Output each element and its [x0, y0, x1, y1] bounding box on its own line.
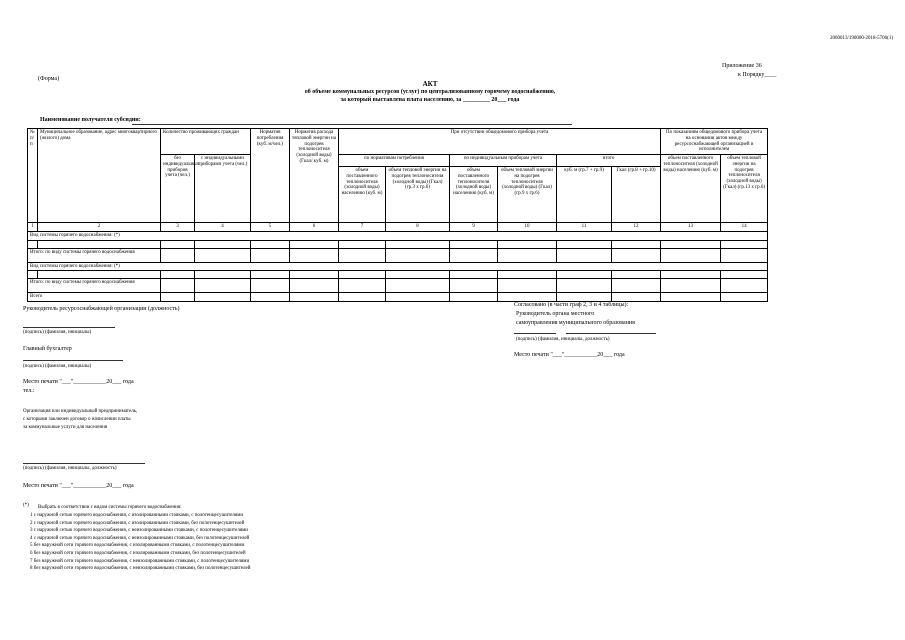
signature-line [514, 333, 556, 334]
footnote-item: 8 без наружной сети горячего водоснабжения, с неизолированными стояками, без полотенцесушителей [30, 566, 251, 572]
title-act: АКТ [422, 80, 438, 88]
org-text-line: Организация или индивидуальный предприниматель, [23, 409, 138, 414]
appendix-order: к Порядку____ [738, 72, 777, 78]
table-row [28, 293, 768, 302]
footnote-item: 3 с наружной сетью горячего водоснабжения, с неизолированными стояками, с полотенцесушителями [30, 528, 248, 534]
header-c14: объем тепловой энергии на подогрев теплоносителя (холодной воды) (Гкал) (гр.13 x гр.6) [721, 155, 768, 223]
footnote-item: 2 с наружной сетью горячего водоснабжения, с изолированными стояками, без полотенцесушителей [30, 520, 245, 526]
rso-head-label: Руководитель ресурсоснабжающей организации (должность) [23, 306, 180, 312]
row-subtotal: Итого: по виду системы горячего водоснабжения [28, 248, 161, 262]
header-by-meter: по индивидуальным приборам учета [450, 155, 557, 167]
column-number: 12 [612, 223, 661, 232]
header-by-norm: по нормативам потребления [339, 155, 450, 167]
header-c11: куб. м (гр.7 + гр.9) [557, 167, 612, 223]
appendix-label: Приложение 36 [722, 63, 762, 69]
column-number: 1 [28, 223, 38, 232]
header-c8: объем тепловой энергии на подогрев теплоносителя (холодной воды) (Гкал) (гр.3 x гр.6) [386, 167, 450, 223]
header-c13: объем поставленного теплоносителя (холодной воды) населению (куб. м) [661, 155, 721, 223]
stamp-date: Место печати "___"___________20___ года [514, 352, 625, 358]
column-number: 6 [290, 223, 339, 232]
agreed-label: Согласовано (в части граф 2, 3 и 4 таблицы): [514, 302, 629, 308]
row-system-type: Вид системы горячего водоснабжения: (*) [28, 231, 768, 240]
header-c12: Гкал (гр.8 + гр.10) [612, 167, 661, 223]
volume-table [27, 128, 768, 302]
table-row [28, 240, 768, 248]
signature-line [23, 360, 123, 361]
signature-line [23, 463, 145, 464]
title-period: за который выставлена плата населению, за _________ 20___ года [340, 97, 520, 103]
header-num: № п/п [28, 129, 38, 223]
column-number: 14 [721, 223, 768, 232]
signature-caption: (подпись) (фамилия, инициалы) [23, 330, 92, 335]
signature-caption: (подпись) (фамилия, инициалы, должность) [23, 466, 117, 471]
org-text-line: за коммунальные услуги для населения [23, 425, 108, 430]
column-number: 10 [498, 223, 557, 232]
header-count-meter: с индивидуальными приборами учета (чел.) [195, 155, 251, 223]
header-norm-heat: Норматив расхода тепловой энергии на подогрев теплоносителя (холодной воды) (Гкал/ куб. м) [290, 129, 339, 223]
table-row [28, 262, 768, 271]
stamp-date: Место печати "___"___________20___ года [23, 379, 134, 385]
column-number: 11 [557, 223, 612, 232]
agreed-head-line: самоуправления муниципального образования [516, 320, 635, 326]
signature-caption: (подпись) (фамилия, инициалы) [23, 364, 92, 369]
header-total: итого [557, 155, 661, 167]
row-system-type: Вид системы горячего водоснабжения: (*) [28, 262, 768, 271]
footnote-mark: (*) [23, 503, 29, 508]
header-count-no-meter: без индивидуальных приборов учета (чел.) [161, 155, 195, 223]
table-row [28, 279, 768, 293]
column-number: 2 [38, 223, 161, 232]
signature-caption: (подпись) (фамилия, инициалы, должность) [516, 337, 610, 342]
stamp-date: Место печати "___"___________20___ года [23, 483, 134, 489]
footnote-item: 5 без наружной сети горячего водоснабжения, с изолированными стояками, с полотенцесушителями [30, 543, 245, 549]
column-number: 8 [386, 223, 450, 232]
column-number: 4 [195, 223, 251, 232]
chief-accountant-label: Главный бухгалтер [23, 346, 72, 352]
footnote-item: 6 без наружной сети горячего водоснабжения, с изолированными стояками, без полотенцесушителей [30, 550, 246, 556]
column-number: 9 [450, 223, 498, 232]
row-grand-total: Всего [28, 293, 161, 302]
form-label: (Форма) [38, 76, 60, 82]
header-mo: Муниципальное образование, адрес многоквартирного (жилого) дома [38, 129, 161, 223]
header-count: Количество проживающих граждан [161, 129, 251, 155]
signature-line [23, 327, 115, 328]
header-no-common-meter: При отсутствии общедомового прибора учета [339, 129, 661, 155]
recipient-underline [132, 124, 572, 125]
column-number: 7 [339, 223, 386, 232]
table-row [28, 248, 768, 262]
header-c10: объем тепловой энергии на подогрев теплоносителя (холодной воды) (Гкал) (гр.9 x гр.6) [498, 167, 557, 223]
row-subtotal: Итого: по виду системы горячего водоснабжения [28, 279, 161, 293]
table-row [28, 231, 768, 240]
agreed-head-line: Руководитель органа местного [516, 311, 595, 317]
footnote-intro: Выбрать в соответствии с видом системы горячего водоснабжения: [38, 505, 182, 510]
recipient-label: Наименование получателя субсидии: [40, 117, 141, 123]
signature-line [566, 333, 656, 334]
footnote-item: 7 без наружной сети горячего водоснабжения, с неизолированными стояками, с полотенцесушителями [30, 558, 250, 564]
header-norm: Норматив потребления (куб. м/чел.) [251, 129, 290, 223]
header-c7: объем поставленного теплоносителя (холодной воды) населению (куб. м) [339, 167, 386, 223]
column-number: 3 [161, 223, 195, 232]
footnote-list [30, 512, 250, 573]
footnote-item: 4 с наружной сетью горячего водоснабжения, с неизолированными стояками, без полотенцесушителей [30, 535, 250, 541]
org-text-line: с которыми заключен договор о начислении платы [23, 417, 131, 422]
footnote-item: 1 с наружной сетью горячего водоснабжения, с изолированными стояками, с полотенцесушителями [30, 513, 244, 518]
phone-label: тел.: [23, 388, 35, 394]
column-number-row [28, 223, 768, 232]
document-code: 2060013/190000-2018-5706(1) [829, 36, 893, 41]
header-common-meter: По показаниям общедомового прибора учета на основании актов между ресурсоснабжающей организацией и исполнителем [661, 129, 768, 155]
column-number: 5 [251, 223, 290, 232]
column-number: 13 [661, 223, 721, 232]
title-subject: об объеме коммунальных ресурсов (услуг) по централизованному горячему водоснабжению, [304, 89, 556, 95]
table-row [28, 271, 768, 279]
header-c9: объем поставленного теплоносителя (холодной воды) населению (куб. м) [450, 167, 498, 223]
